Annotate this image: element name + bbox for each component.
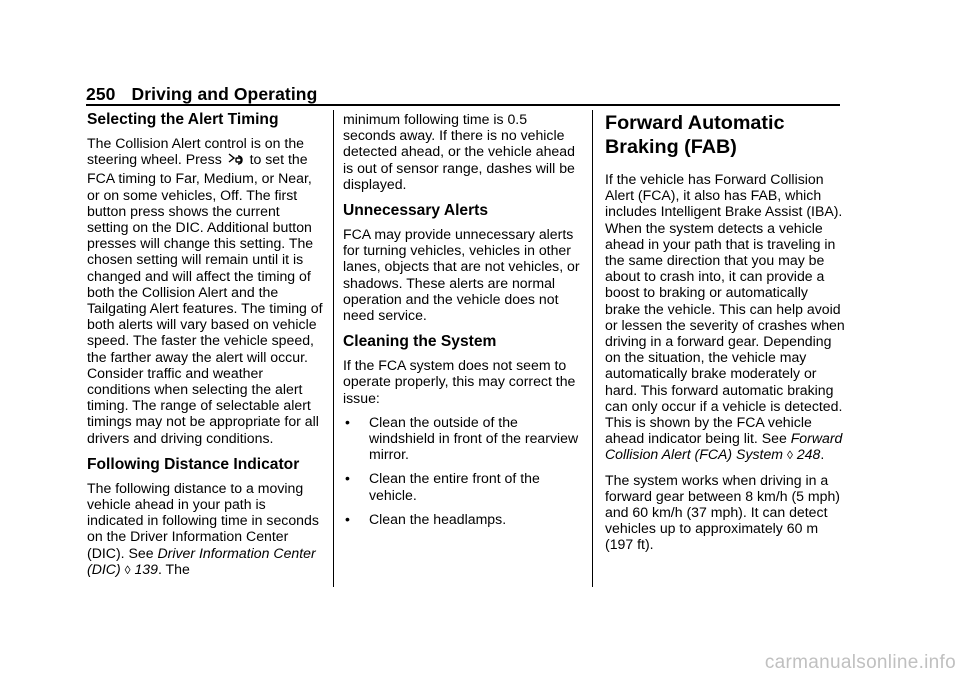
fab-text-a: If the vehicle has Forward Collision Alert (FCA), it also has FAB, which includes Intelligent Brake Assist (IBA). When the system detects a vehicle ahead in your path that is traveling in the same direction that you may be about to crash into, it can provide a boost to braking or automatically brake the vehicle. This can help avoid or lessen the severity of crashes when driving in a forward gear. Depending on the situation, the vehicle may automatically brake moderately or hard. This forward automatic braking can only occur if a vehicle is detected. This is shown by the FCA vehicle ahead indicator being lit. See [605,171,845,447]
heading-following-distance: Following Distance Indicator [87,455,300,473]
alert-timing-text-b: to set the FCA timing to Far, Medium, or Near, or on some vehicles, Off. The first button press shows the current setting on the DIC. Additional button presses will change this setting. The chosen setting will remain until it is changed and will affect the timing of both the Collision Alert and the Tailgating Alert features. The timing of both alerts will vary based on vehicle speed. The faster the vehicle speed, the farther away the alert will occur. Consider traffic and weather conditions when selecting the alert timing. The range of selectable alert timings may not be appropriate for all drivers and driving conditions. [87,151,323,446]
heading-cleaning-system: Cleaning the System [343,333,497,351]
column-divider-2 [592,110,593,587]
alert-timing-text-a: The Collision Alert control is on the steering wheel. Press [87,135,304,168]
list-item [343,414,583,463]
fab-text-b: . [820,446,825,463]
fab-description-paragraph [605,171,845,464]
list-item [343,470,583,502]
bullet-text: Clean the entire front of the vehicle. [369,470,540,503]
bullet-text: Clean the outside of the windshield in front of the rearview mirror. [369,413,579,463]
column-divider-1 [333,110,334,587]
bullet-marker: • [345,510,350,527]
list-item [343,511,583,527]
collision-alert-timing-icon [227,152,245,170]
following-text-a: The following distance to a moving vehicle ahead in your path is indicated in following time in seconds on the Driver Information Center (DIC). See [87,479,319,561]
bullet-marker: • [345,470,350,487]
fca-page-ref[interactable]: 248 [796,446,821,463]
column-2 [343,111,583,535]
column-3 [605,111,845,561]
page-ref-symbol: ◊ [124,562,131,577]
page-number: 250 [86,84,116,104]
fca-reference-link[interactable]: Forward Collision Alert (FCA) System [605,430,843,463]
heading-forward-automatic-braking: Forward Automatic Braking (FAB) [605,112,785,158]
dic-page-ref[interactable]: 139 [134,560,158,577]
page-header [86,84,317,105]
bullet-text: Clean the headlamps. [369,510,507,527]
dic-reference-link[interactable]: Driver Information Center (DIC) [87,544,316,577]
bullet-marker: • [345,413,350,430]
following-distance-paragraph [87,480,324,578]
section-title: Driving and Operating [131,84,318,104]
following-time-continued: minimum following time is 0.5 seconds away. If there is no vehicle detected ahead, or the vehicle ahead is out of sensor range, dashes will be displayed. [343,111,575,192]
cleaning-intro-paragraph: If the FCA system does not seem to operate properly, this may correct the issue: [343,357,576,406]
header-rule [86,104,840,106]
heading-alert-timing: Selecting the Alert Timing [87,111,279,128]
watermark: carmanualsonline.info [764,652,956,673]
column-1 [87,111,324,586]
unnecessary-alerts-paragraph: FCA may provide unnecessary alerts for turning vehicles, vehicles in other lanes, objects that are not vehicles, or shadows. These alerts are normal operation and the vehicle does not need service. [343,226,580,324]
page-ref-symbol: ◊ [786,448,793,463]
fab-speed-range-paragraph: The system works when driving in a forward gear between 8 km/h (5 mph) and 60 km/h (37 mph). It can detect vehicles up to approximately 60 m (197 ft). [605,471,841,553]
following-text-b: . The [157,560,190,577]
heading-unnecessary-alerts: Unnecessary Alerts [343,202,489,220]
alert-timing-paragraph [87,135,324,446]
